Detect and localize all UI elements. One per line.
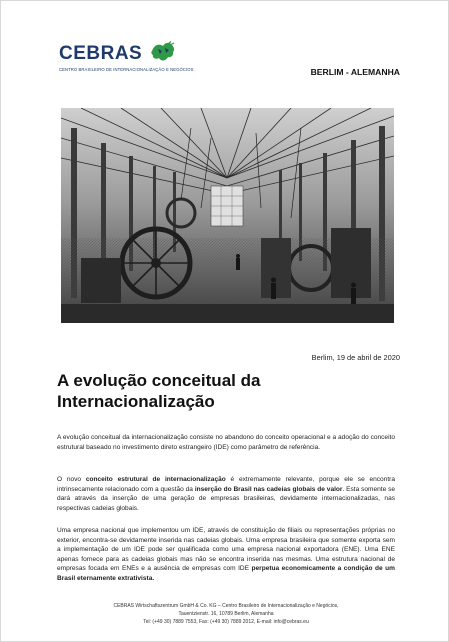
title-line-1: A evolução conceitual da [57,371,261,390]
cebras-logo [59,43,194,72]
engraving-factory-hall-icon [61,108,394,323]
footer-contact: Tel: (+49 30) 7889 7553, Fax: (+49 30) 7889 2012, E-mail: info@cebras.eu [143,619,309,625]
logo-subtitle: CENTRO BRASILEIRO DE INTERNACIONALIZAÇÃO E NEGÓCIOS [59,67,194,72]
footer-address: Tauentzienstr. 16, 10789 Berlim, Alemanha [178,611,274,617]
footer-company: CEBRAS Wirtschaftszentrum GmbH & Co. KG – Centro Brasileiro de Internacionalização e Negócios, [113,603,339,609]
article-date: Berlim, 19 de abril de 2020 [311,353,400,362]
paragraph-2-bold: inserção do Brasil nas cadeias globais de valor [194,485,343,493]
factory-engraving-image [61,108,394,323]
paragraph-2 [57,475,395,513]
city-label: BERLIM - ALEMANHA [310,67,400,77]
paragraph-3-bold: perpetua economicamente a condição de um Brasil eternamente extrativista. [57,565,395,582]
paragraph-1: A evolução conceitual da internacionalização consiste no abandono do conceito operacional e a adoção do conceito estrutural baseado no investimento direto estrangeiro (IDE) como parâmetro de referência. [57,434,395,451]
paragraph-3-text: Uma empresa nacional que implementou um IDE, através de constituição de filiais ou representações próprias no exterior, encontra-se devidamente inserida nas cadeias globais. Uma empresa brasileira que somente exporta sem a implementação de um IDE pode ser qualificada como uma empresa nacional exportadora (ENE). Uma ENE apenas fornece para as cadeias globais mas não se encontra inserida nas mesmas. Uma estrutura nacional de empresas focada em ENEs e a ausência de empresas com IDE [57,527,395,573]
paragraph-2-text: é extremamente relevante, porque ele se encontra intrinsecamente relacionado com a questão da [57,476,395,493]
paragraph-2-text: . Esta somente se dará através da inserção de uma geração de empresas brasileiras, devidamente internacionalizadas, nas respectivas cadeias globais. [57,485,395,512]
paragraph-3 [57,526,395,584]
paragraph-2-bold: conceito estrutural de internacionalização [85,476,226,483]
logo-wordmark: CEBRAS [59,43,143,64]
paragraph-2-text: O novo [57,476,86,483]
document-footer [57,602,395,626]
article-title [57,370,397,412]
title-line-2: Internacionalização [57,392,215,411]
logo-bull-icon [150,41,176,63]
